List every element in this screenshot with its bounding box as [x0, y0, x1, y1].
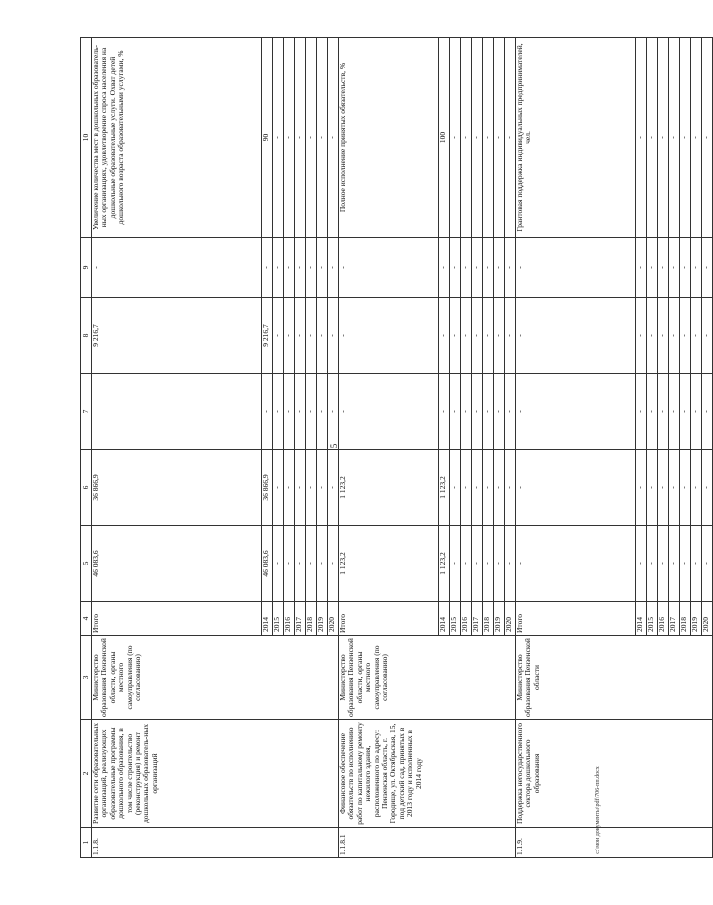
activity-name: Финансовое обеспечение обязательств по исполнению работ по капитальному ремонту нежилого здания, расположенного по адресу: Пензенская область, г. Городище, ул. Октябрьская, 15, под детский сад, принятых в 2013 году и исполненных в 2014 году	[339, 720, 516, 828]
year-value: -	[273, 450, 284, 526]
header-cell: 1	[81, 828, 92, 858]
year-value: 90	[262, 38, 273, 238]
year-value: -	[450, 238, 461, 298]
year-label: 2015	[450, 602, 461, 636]
year-value: -	[658, 238, 669, 298]
year-value: -	[284, 374, 295, 450]
year-value: -	[691, 526, 702, 602]
activity-total-row	[516, 38, 636, 858]
year-value: -	[450, 450, 461, 526]
year-value: -	[483, 38, 494, 238]
year-value: -	[658, 450, 669, 526]
year-label: 2019	[691, 602, 702, 636]
year-value: -	[284, 298, 295, 374]
year-value: -	[669, 298, 680, 374]
year-value: -	[306, 38, 317, 238]
year-value: -	[505, 450, 516, 526]
total-value: -	[516, 374, 636, 450]
year-value: -	[450, 374, 461, 450]
year-value: -	[669, 526, 680, 602]
year-value: -	[472, 374, 483, 450]
year-value: -	[295, 526, 306, 602]
year-value: -	[461, 38, 472, 238]
year-value: -	[636, 38, 647, 238]
year-value: -	[461, 526, 472, 602]
year-value: -	[658, 298, 669, 374]
year-value: -	[273, 238, 284, 298]
activity-executor: Министерство образования Пензенской области, органы местного самоуправления (по согласованию)	[92, 636, 339, 720]
year-value: -	[647, 298, 658, 374]
activity-executor: Министерство образования Пензенской области, органы местного самоуправления (по согласованию)	[339, 636, 516, 720]
year-value: -	[317, 38, 328, 238]
year-label: 2017	[669, 602, 680, 636]
header-cell: 2	[81, 720, 92, 828]
total-value: -	[92, 238, 262, 298]
year-value: -	[317, 526, 328, 602]
total-value: -	[516, 450, 636, 526]
total-value: -	[339, 374, 439, 450]
header-row	[81, 38, 92, 858]
year-value: -	[669, 38, 680, 238]
year-value: -	[472, 450, 483, 526]
year-value: -	[284, 526, 295, 602]
year-value: -	[284, 38, 295, 238]
year-value: -	[669, 450, 680, 526]
year-label: 2017	[472, 602, 483, 636]
year-value: -	[328, 38, 339, 238]
year-value: -	[669, 374, 680, 450]
header-cell: 7	[81, 374, 92, 450]
header-cell: 5	[81, 526, 92, 602]
year-value: -	[450, 38, 461, 238]
year-value: -	[317, 238, 328, 298]
year-value: -	[702, 238, 713, 298]
year-value: -	[461, 298, 472, 374]
year-value: -	[461, 238, 472, 298]
year-label: 2016	[658, 602, 669, 636]
page-number: 5	[329, 443, 339, 449]
year-value: -	[295, 374, 306, 450]
year-label: 2014	[439, 602, 450, 636]
year-value: -	[691, 238, 702, 298]
year-value: -	[317, 450, 328, 526]
year-value: -	[647, 450, 658, 526]
year-value: -	[636, 526, 647, 602]
year-value: -	[461, 374, 472, 450]
year-value: -	[328, 298, 339, 374]
year-value: -	[658, 526, 669, 602]
year-value: -	[691, 298, 702, 374]
year-value: -	[295, 238, 306, 298]
year-value: -	[669, 238, 680, 298]
year-value: -	[295, 38, 306, 238]
year-value: -	[691, 374, 702, 450]
year-value: -	[483, 526, 494, 602]
year-value: -	[262, 374, 273, 450]
year-label: 2016	[461, 602, 472, 636]
table-body	[81, 38, 713, 858]
activity-name: Поддержка негосударственного сектора дошкольного образования	[516, 720, 713, 828]
year-value: -	[295, 298, 306, 374]
year-value: -	[505, 238, 516, 298]
year-value: -	[647, 526, 658, 602]
header-cell: 6	[81, 450, 92, 526]
year-value: -	[328, 374, 339, 450]
year-value: -	[450, 526, 461, 602]
year-value: -	[328, 238, 339, 298]
year-value: -	[483, 238, 494, 298]
activity-indicator: Полное исполнение принятых обязательств, %	[339, 38, 439, 238]
total-value: 1 123,2	[339, 526, 439, 602]
year-value: 46 083,6	[262, 526, 273, 602]
total-value: 9 216,7	[92, 298, 262, 374]
year-value: -	[461, 450, 472, 526]
rotated-table-container	[80, 38, 710, 858]
year-value: -	[680, 238, 691, 298]
year-label: 2014	[636, 602, 647, 636]
activity-indicator: Грантовая поддержка индивидуальных предпринимателей, чел.	[516, 38, 636, 238]
year-value: -	[636, 238, 647, 298]
year-value: -	[702, 298, 713, 374]
activity-executor: Министерство образования Пензенской области	[516, 636, 713, 720]
year-value: -	[306, 374, 317, 450]
year-value: -	[505, 298, 516, 374]
year-value: -	[658, 38, 669, 238]
year-value: -	[636, 374, 647, 450]
activity-total-row	[92, 38, 262, 858]
year-value: -	[273, 526, 284, 602]
year-value: 9 216,7	[262, 298, 273, 374]
year-value: -	[295, 450, 306, 526]
year-value: -	[439, 374, 450, 450]
year-value: -	[439, 238, 450, 298]
year-label: 2018	[680, 602, 691, 636]
total-value: -	[516, 238, 636, 298]
activity-number: 1.1.8.	[92, 828, 339, 858]
year-value: 1 123,2	[439, 526, 450, 602]
year-value: -	[472, 38, 483, 238]
year-label: 2019	[317, 602, 328, 636]
year-value: -	[691, 450, 702, 526]
total-label: Итого	[516, 602, 636, 636]
year-value: 1 123,2	[439, 450, 450, 526]
year-value: -	[680, 38, 691, 238]
activity-indicator: Увеличение количества мест в дошкольных образователь-ных организациях, удовлетворение спроса населения на дошкольные образовательные услуги. Охват детей дошкольного возраста образовательными услугами, %	[92, 38, 262, 238]
total-value: -	[516, 526, 636, 602]
year-value: -	[494, 298, 505, 374]
year-value: -	[494, 238, 505, 298]
year-value: -	[702, 374, 713, 450]
year-value: -	[262, 238, 273, 298]
header-cell: 3	[81, 636, 92, 720]
year-value: -	[505, 38, 516, 238]
total-value	[92, 374, 262, 450]
year-value: -	[680, 374, 691, 450]
year-value: -	[680, 526, 691, 602]
total-label: Итого	[339, 602, 439, 636]
year-value: -	[317, 298, 328, 374]
year-value: -	[494, 374, 505, 450]
header-cell: 8	[81, 298, 92, 374]
year-value: -	[273, 374, 284, 450]
year-value: -	[439, 298, 450, 374]
year-label: 2020	[505, 602, 516, 636]
year-value: -	[450, 298, 461, 374]
year-value: -	[483, 374, 494, 450]
year-value: -	[483, 450, 494, 526]
year-value: -	[636, 298, 647, 374]
year-label: 2018	[483, 602, 494, 636]
year-label: 2015	[647, 602, 658, 636]
file-path-footer: c:\мои документы\pdf\706-пп.docx	[595, 766, 601, 854]
year-value: -	[658, 374, 669, 450]
year-value: -	[494, 450, 505, 526]
year-value: -	[306, 450, 317, 526]
header-cell: 4	[81, 602, 92, 636]
year-value: -	[505, 374, 516, 450]
year-value: -	[691, 38, 702, 238]
year-value: -	[647, 38, 658, 238]
total-value: 1 123,2	[339, 450, 439, 526]
total-value: -	[339, 298, 439, 374]
year-label: 2015	[273, 602, 284, 636]
year-value: -	[273, 298, 284, 374]
year-value: -	[702, 450, 713, 526]
activity-number: 1.1.9.	[516, 828, 713, 858]
year-value: -	[472, 298, 483, 374]
year-value: -	[505, 526, 516, 602]
header-cell: 9	[81, 238, 92, 298]
year-label: 2018	[306, 602, 317, 636]
year-value: -	[483, 298, 494, 374]
total-value: 36 866,9	[92, 450, 262, 526]
header-cell: 10	[81, 38, 92, 238]
year-value: -	[494, 38, 505, 238]
year-value: -	[273, 38, 284, 238]
program-activities-table	[80, 37, 713, 858]
year-value: -	[680, 298, 691, 374]
year-value: -	[702, 38, 713, 238]
year-label: 2016	[284, 602, 295, 636]
year-value: -	[284, 238, 295, 298]
activity-total-row	[339, 38, 439, 858]
year-label: 2020	[702, 602, 713, 636]
year-value: -	[494, 526, 505, 602]
year-value: -	[472, 238, 483, 298]
year-value: 100	[439, 38, 450, 238]
year-value: -	[317, 374, 328, 450]
year-value: -	[680, 450, 691, 526]
year-value: -	[647, 238, 658, 298]
activity-number: 1.1.8.1	[339, 828, 516, 858]
total-value: -	[516, 298, 636, 374]
year-value: -	[636, 450, 647, 526]
total-label: Итого	[92, 602, 262, 636]
year-value: -	[472, 526, 483, 602]
year-value: -	[328, 450, 339, 526]
year-value: -	[306, 238, 317, 298]
activity-name: Развитие сети образовательных организаций, реализующих образовательные программы дошкольного образования, в том числе строительство (реконструкция) и ремонт дошкольных образователь-ных организаций	[92, 720, 339, 828]
year-label: 2019	[494, 602, 505, 636]
year-value: -	[647, 374, 658, 450]
year-value: -	[702, 526, 713, 602]
year-value: -	[284, 450, 295, 526]
year-value: 36 866,9	[262, 450, 273, 526]
total-value: -	[339, 238, 439, 298]
year-value: -	[306, 298, 317, 374]
total-value: 46 083,6	[92, 526, 262, 602]
year-value: -	[306, 526, 317, 602]
year-label: 2020	[328, 602, 339, 636]
year-label: 2014	[262, 602, 273, 636]
year-label: 2017	[295, 602, 306, 636]
year-value: -	[328, 526, 339, 602]
